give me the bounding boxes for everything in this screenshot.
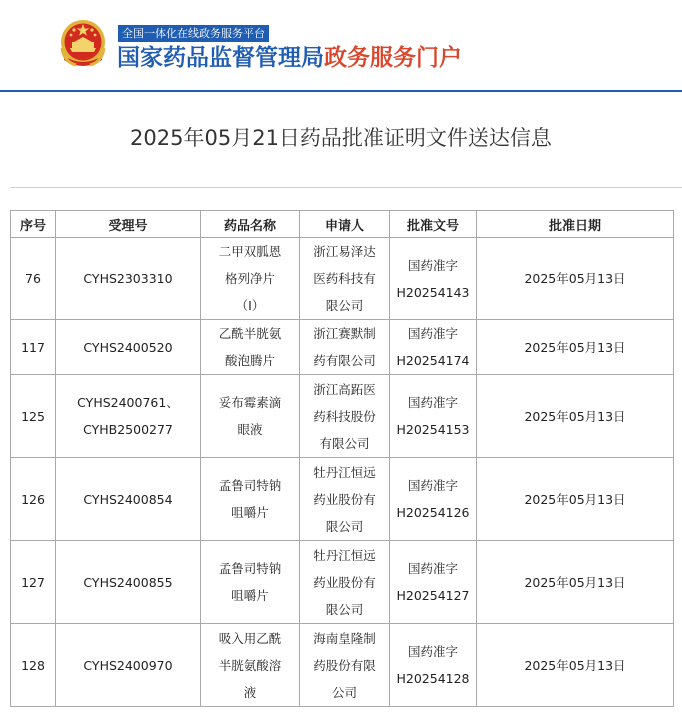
cell-line: 半胱氨酸溶	[218, 657, 282, 673]
approval-table	[10, 210, 674, 707]
cell-line: 格列净片	[224, 271, 275, 286]
cell-line: H20254174	[396, 353, 470, 368]
cell-line: 液	[243, 684, 257, 700]
table-row	[11, 458, 674, 541]
cell-line: 限公司	[325, 601, 364, 617]
cell-line: 咀嚼片	[231, 588, 269, 603]
cell-line: CYHS2400855	[83, 574, 173, 590]
portal-title-accent: 政务服务门户	[324, 45, 462, 71]
cell-approval-date: 2025年05月13日	[477, 238, 674, 320]
cell-approval-no	[390, 458, 477, 541]
cell-seq: 76	[11, 238, 56, 320]
column-header: 受理号	[56, 211, 201, 238]
cell-approval-no	[390, 320, 477, 375]
cell-drug-name	[201, 375, 300, 458]
cell-line: H20254127	[396, 588, 470, 603]
title-divider	[10, 187, 682, 188]
cell-line: 浙江赛默制	[313, 326, 376, 341]
cell-applicant	[300, 238, 390, 320]
cell-line: H20254143	[396, 284, 470, 300]
cell-line: 限公司	[325, 518, 364, 534]
cell-line: CYHS2400520	[83, 339, 173, 355]
cell-approval-date: 2025年05月13日	[477, 375, 674, 458]
cell-drug-name	[201, 541, 300, 624]
cell-drug-name	[201, 320, 300, 375]
table-row	[11, 541, 674, 624]
cell-seq: 128	[11, 624, 56, 707]
cell-line: 孟鲁司特钠	[218, 478, 282, 493]
cell-seq: 126	[11, 458, 56, 541]
cell-line: 海南皇隆制	[313, 630, 376, 646]
cell-line: 乙酰半胱氨	[218, 326, 282, 341]
cell-line: 药科技股份	[313, 408, 376, 424]
cell-line: CYHS2400854	[83, 491, 173, 507]
cell-seq: 125	[11, 375, 56, 458]
portal-title-main: 国家药品监督管理局	[117, 45, 324, 71]
cell-acceptance-no	[56, 375, 201, 458]
column-header: 申请人	[300, 211, 390, 238]
cell-line: 医药科技有	[313, 271, 376, 286]
national-emblem-icon	[58, 18, 108, 72]
portal-title[interactable]	[117, 43, 462, 73]
table-header-row	[11, 211, 674, 238]
cell-approval-no	[390, 624, 477, 707]
cell-approval-no	[390, 541, 477, 624]
cell-drug-name	[201, 238, 300, 320]
cell-line: CYHS2303310	[83, 271, 173, 286]
cell-line: 国药准字	[407, 644, 458, 659]
cell-approval-no	[390, 238, 477, 320]
table-row	[11, 624, 674, 707]
cell-line: 药业股份有	[313, 574, 376, 590]
cell-line: 国药准字	[407, 478, 458, 493]
page-title: 2025年05月21日药品批准证明文件送达信息	[130, 126, 552, 150]
column-header: 批准文号	[390, 211, 477, 238]
cell-line: H20254153	[396, 422, 470, 437]
cell-applicant	[300, 624, 390, 707]
cell-line: 眼液	[237, 422, 263, 437]
cell-line: 国药准字	[407, 395, 458, 410]
table-row	[11, 375, 674, 458]
cell-line: 孟鲁司特钠	[218, 561, 282, 576]
cell-approval-date: 2025年05月13日	[477, 541, 674, 624]
platform-tag: 全国一体化在线政务服务平台	[118, 25, 269, 42]
cell-acceptance-no	[56, 541, 201, 624]
cell-line: 咀嚼片	[231, 505, 269, 520]
cell-approval-no	[390, 375, 477, 458]
cell-applicant	[300, 375, 390, 458]
cell-line: 牡丹江恒远	[313, 547, 376, 563]
cell-approval-date: 2025年05月13日	[477, 624, 674, 707]
cell-line: 二甲双胍恩	[218, 244, 282, 259]
cell-line: 牡丹江恒远	[313, 464, 376, 480]
cell-line: CYHB2500277	[83, 422, 173, 437]
cell-line: 妥布霉素滴	[218, 395, 282, 410]
cell-applicant	[300, 541, 390, 624]
cell-seq: 127	[11, 541, 56, 624]
cell-drug-name	[201, 458, 300, 541]
column-header: 药品名称	[201, 211, 300, 238]
cell-seq: 117	[11, 320, 56, 375]
cell-line: H20254126	[396, 505, 470, 520]
cell-approval-date: 2025年05月13日	[477, 458, 674, 541]
cell-applicant	[300, 458, 390, 541]
cell-line: 药股份有限	[313, 657, 376, 673]
site-header	[0, 0, 682, 88]
cell-line: CYHS2400970	[83, 657, 173, 673]
cell-line: 浙江易泽达	[313, 244, 376, 259]
cell-line: H20254128	[396, 671, 470, 686]
header-divider	[0, 90, 682, 92]
cell-line: 公司	[331, 684, 357, 700]
cell-line: 国药准字	[407, 326, 458, 341]
cell-line: 浙江高跖医	[313, 381, 376, 397]
column-header: 批准日期	[477, 211, 674, 238]
cell-line: 酸泡腾片	[224, 353, 275, 368]
table-row	[11, 320, 674, 375]
cell-approval-date: 2025年05月13日	[477, 320, 674, 375]
cell-line: CYHS2400761、	[77, 395, 179, 410]
table-row	[11, 238, 674, 320]
cell-line: 有限公司	[319, 435, 370, 451]
cell-acceptance-no	[56, 238, 201, 320]
cell-drug-name	[201, 624, 300, 707]
cell-line: 限公司	[325, 298, 364, 313]
cell-line: 吸入用乙酰	[218, 630, 282, 646]
cell-applicant	[300, 320, 390, 375]
cell-acceptance-no	[56, 320, 201, 375]
cell-line: （Ⅰ）	[235, 298, 265, 313]
cell-acceptance-no	[56, 624, 201, 707]
cell-line: 国药准字	[407, 257, 458, 273]
cell-line: 药业股份有	[313, 491, 376, 507]
cell-line: 药有限公司	[313, 353, 376, 368]
column-header: 序号	[11, 211, 56, 238]
cell-line: 国药准字	[407, 561, 458, 576]
cell-acceptance-no	[56, 458, 201, 541]
